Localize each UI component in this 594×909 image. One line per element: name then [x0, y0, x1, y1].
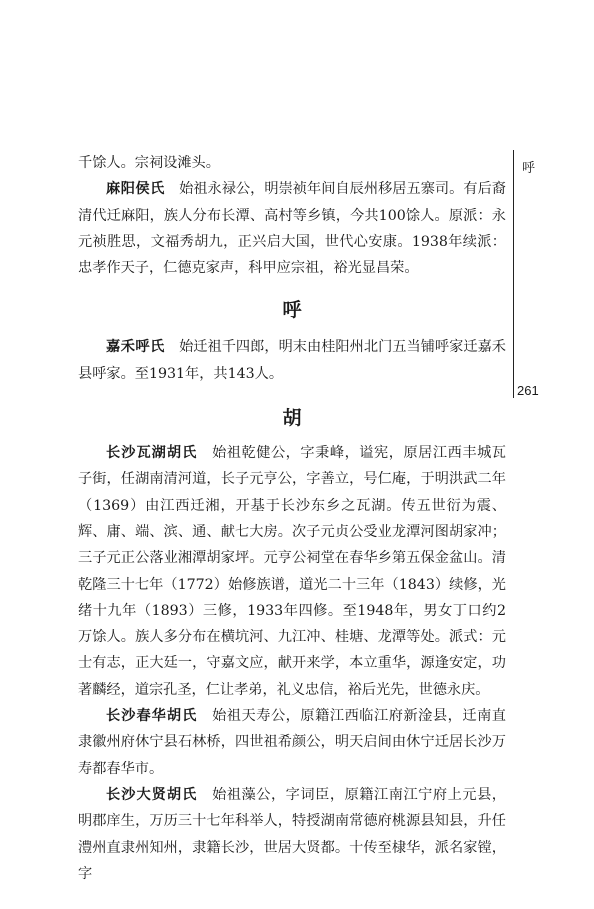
paragraph-text: 始迁祖千四郎，明末由桂阳州北门五当铺呼家迁嘉禾县呼家。至1931年，共143人。	[78, 339, 506, 382]
paragraph-text: 千馀人。宗祠设滩头。	[78, 155, 220, 171]
side-thumb-tab: 呼	[522, 161, 536, 176]
margin-divider-line	[513, 150, 514, 398]
section-heading-hu-surname: 胡	[282, 407, 302, 430]
paragraph-text: 始祖天寿公，原籍江西临江府新淦县，迁南直隶徽州府休宁县石林桥，四世祖希颜公，明天启间由休宁迁居长沙万寿都春华市。	[78, 708, 506, 777]
section-hu-clan	[78, 334, 506, 387]
clan-name: 麻阳侯氏	[106, 181, 165, 198]
paragraph	[78, 440, 506, 703]
paragraph	[78, 176, 506, 281]
paragraph-text: 始祖永禄公，明崇祯年间自辰州移居五寨司。有后裔清代迁麻阳，族人分布长潭、高村等乡镇，今共100馀人。原派：永元祯胜思，文福秀胡九，正兴启大国，世代心安康。1938年续派：忠孝作天子，仁德克家声，科甲应宗祖，裕光显昌荣。	[78, 181, 506, 277]
paragraph	[78, 703, 506, 782]
paragraph-text: 始祖藻公，字词臣，原籍江南江宁府上元县，明郡庠生，万历三十七年科举人，特授湖南常德府桃源县知县，升任澧州直隶州知州，隶籍长沙，世居大贤都。十传至棣华，派名家镗，字	[78, 786, 506, 882]
clan-name: 嘉禾呼氏	[106, 339, 165, 356]
clan-name: 长沙瓦湖胡氏	[106, 445, 198, 462]
clan-name: 长沙大贤胡氏	[106, 786, 198, 803]
section-heading-hu: 呼	[282, 299, 302, 322]
section-hu-surname-clans	[78, 440, 506, 887]
section-hou-continued	[78, 150, 506, 281]
clan-name: 长沙春华胡氏	[106, 708, 198, 725]
paragraph	[78, 782, 506, 887]
paragraph	[78, 150, 506, 176]
paragraph	[78, 334, 506, 387]
paragraph-text: 始祖乾健公，字秉峰，谥宪，原居江西丰城瓦子街，任湖南清河道，长子元亨公，字善立，号仁庵，于明洪武二年（1369）由江西迁湘，开基于长沙东乡之瓦湖。传五世衍为震、辉、庸、端、滨、通、献七大房。次子元贞公受业龙潭河图胡家冲；三子元正公落业湘潭胡家坪。元亨公祠堂在春华乡第五保金盆山。清乾隆三十七年（1772）始修族谱，道光二十三年（1843）续修，光绪十九年（1893）三修，1933年四修。至1948年，男女丁口约2万馀人。族人多分布在横坑河、九江冲、桂塘、龙潭等处。派式：元士有志，正大廷一，守嘉文应，献开来学，本立重华，源逢安定，功著麟经，道宗孔圣，仁让孝弟，礼义忠信，裕后光先，世德永庆。	[78, 445, 506, 698]
main-text-column	[78, 150, 506, 887]
page-number: 261	[517, 383, 539, 398]
